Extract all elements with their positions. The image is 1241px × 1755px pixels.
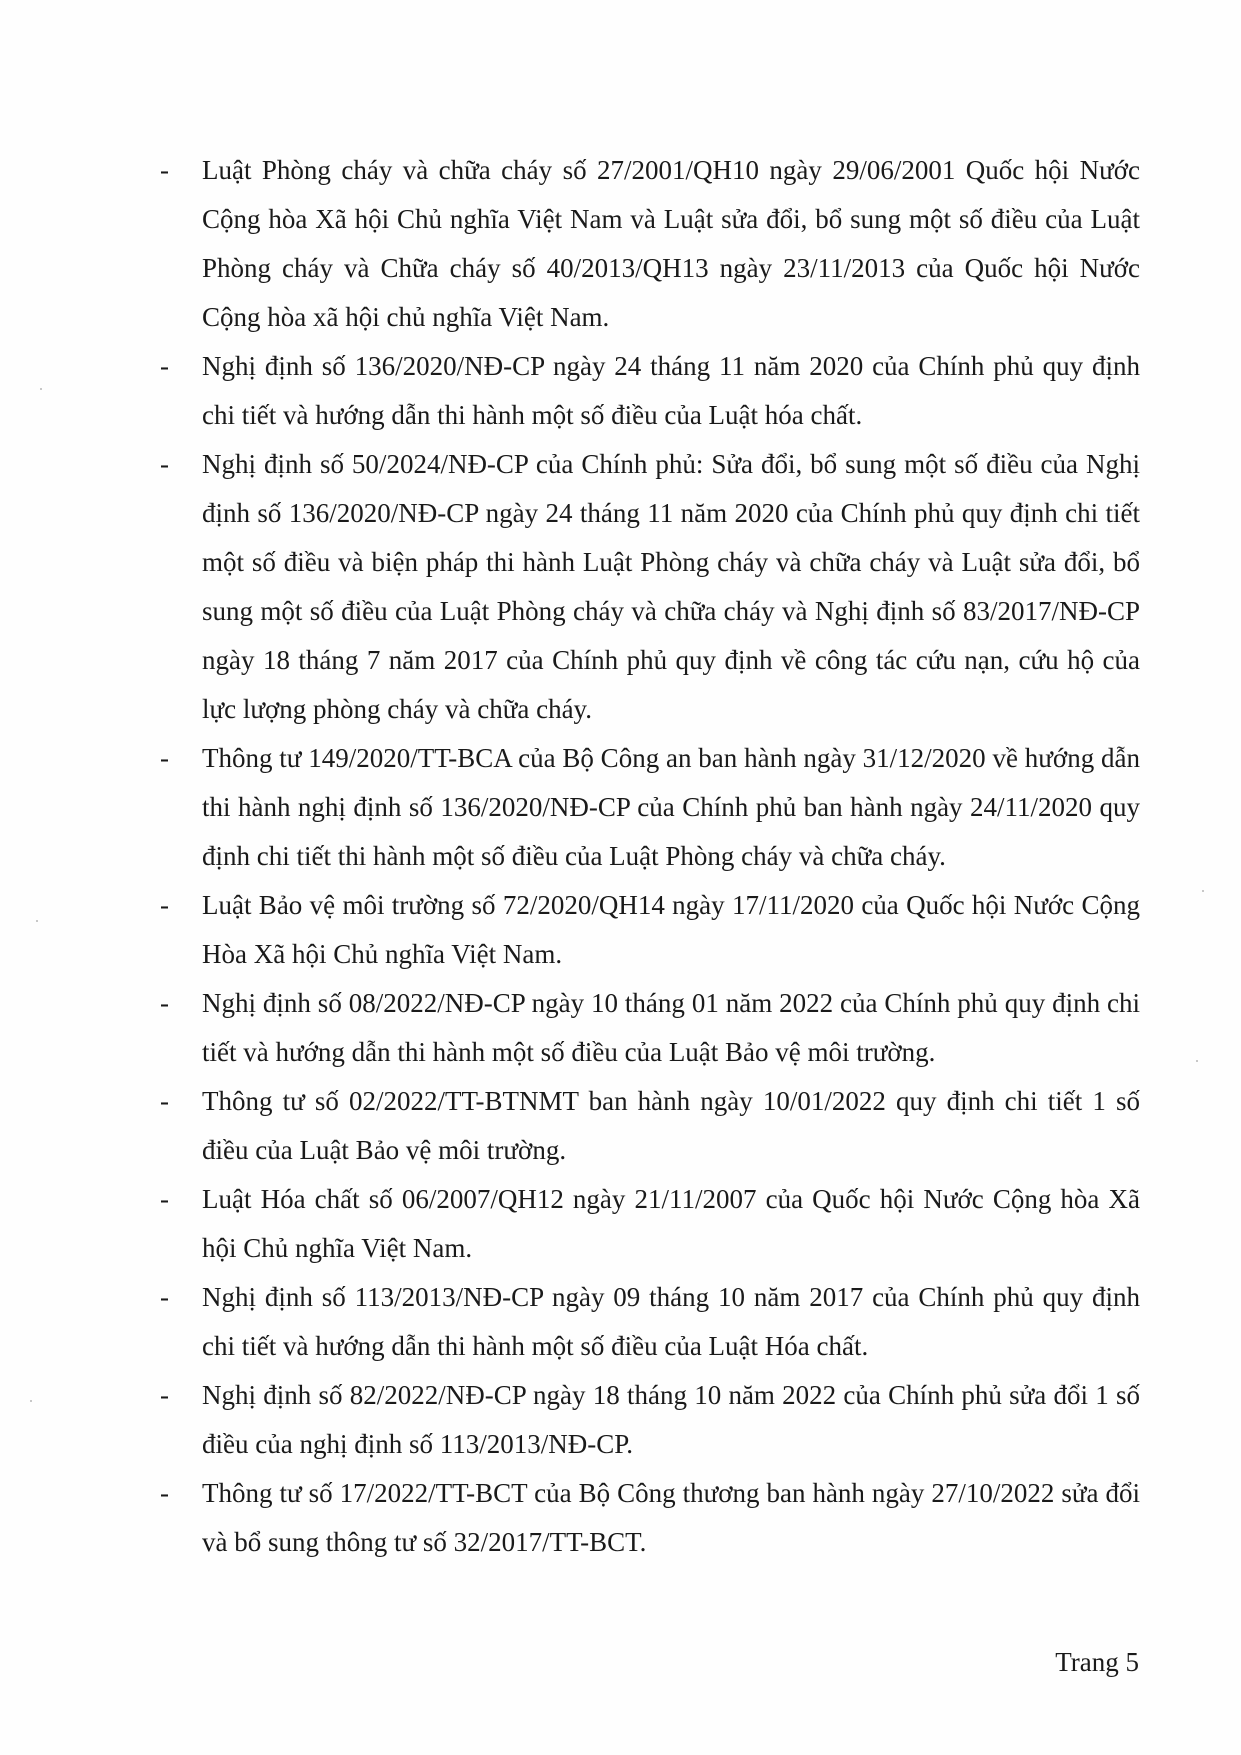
list-item — [160, 342, 1140, 440]
list-item-text: Thông tư 149/2020/TT-BCA của Bộ Công an ban hành ngày 31/12/2020 về hướng dẫn thi hành nghị định số 136/2020/NĐ-CP của Chính phủ ban hành ngày 24/11/2020 quy định chi tiết thi hành một số điều của Luật Phòng cháy và chữa cháy. — [202, 743, 1140, 871]
list-item — [160, 146, 1140, 342]
list-item — [160, 1273, 1140, 1371]
list-item-text: Thông tư số 02/2022/TT-BTNMT ban hành ngày 10/01/2022 quy định chi tiết 1 số điều của Luật Bảo vệ môi trường. — [202, 1086, 1140, 1165]
bullet-dash: - — [160, 1380, 169, 1410]
scan-speck — [36, 920, 38, 922]
scan-speck — [1196, 1060, 1198, 1062]
list-item — [160, 440, 1140, 734]
bullet-dash: - — [160, 1282, 169, 1312]
list-item — [160, 1175, 1140, 1273]
list-item-text: Luật Bảo vệ môi trường số 72/2020/QH14 ngày 17/11/2020 của Quốc hội Nước Cộng Hòa Xã hội Chủ nghĩa Việt Nam. — [202, 890, 1140, 969]
legal-reference-list — [160, 146, 1140, 1567]
scan-speck — [1202, 890, 1204, 892]
list-item — [160, 881, 1140, 979]
list-item-text: Nghị định số 113/2013/NĐ-CP ngày 09 tháng 10 năm 2017 của Chính phủ quy định chi tiết và hướng dẫn thi hành một số điều của Luật Hóa chất. — [202, 1282, 1140, 1361]
list-item — [160, 1469, 1140, 1567]
list-item — [160, 1077, 1140, 1175]
list-item-text: Luật Hóa chất số 06/2007/QH12 ngày 21/11/2007 của Quốc hội Nước Cộng hòa Xã hội Chủ nghĩa Việt Nam. — [202, 1184, 1140, 1263]
list-item-text: Nghị định số 136/2020/NĐ-CP ngày 24 tháng 11 năm 2020 của Chính phủ quy định chi tiết và hướng dẫn thi hành một số điều của Luật hóa chất. — [202, 351, 1140, 430]
bullet-dash: - — [160, 1478, 169, 1508]
list-item-text: Luật Phòng cháy và chữa cháy số 27/2001/QH10 ngày 29/06/2001 Quốc hội Nước Cộng hòa Xã hội Chủ nghĩa Việt Nam và Luật sửa đổi, bổ sung một số điều của Luật Phòng cháy và Chữa cháy số 40/2013/QH13 ngày 23/11/2013 của Quốc hội Nước Cộng hòa xã hội chủ nghĩa Việt Nam. — [202, 155, 1140, 332]
bullet-dash: - — [160, 351, 169, 381]
bullet-dash: - — [160, 988, 169, 1018]
list-item — [160, 1371, 1140, 1469]
bullet-dash: - — [160, 155, 169, 185]
list-item — [160, 734, 1140, 881]
bullet-dash: - — [160, 743, 169, 773]
bullet-dash: - — [160, 1086, 169, 1116]
list-item — [160, 979, 1140, 1077]
bullet-dash: - — [160, 890, 169, 920]
list-item-text: Nghị định số 08/2022/NĐ-CP ngày 10 tháng 01 năm 2022 của Chính phủ quy định chi tiết và hướng dẫn thi hành một số điều của Luật Bảo vệ môi trường. — [202, 988, 1140, 1067]
list-item-text: Nghị định số 82/2022/NĐ-CP ngày 18 tháng 10 năm 2022 của Chính phủ sửa đổi 1 số điều của nghị định số 113/2013/NĐ-CP. — [202, 1380, 1140, 1459]
list-item-text: Nghị định số 50/2024/NĐ-CP của Chính phủ: Sửa đổi, bổ sung một số điều của Nghị định số 136/2020/NĐ-CP ngày 24 tháng 11 năm 2020 của Chính phủ quy định chi tiết một số điều và biện pháp thi hành Luật Phòng cháy và chữa cháy và Luật sửa đổi, bổ sung một số điều của Luật Phòng cháy và chữa cháy và Nghị định số 83/2017/NĐ-CP ngày 18 tháng 7 năm 2017 của Chính phủ quy định về công tác cứu nạn, cứu hộ của lực lượng phòng cháy và chữa cháy. — [202, 449, 1140, 724]
scan-speck — [40, 388, 42, 390]
bullet-dash: - — [160, 1184, 169, 1214]
page-number: Trang 5 — [1055, 1647, 1139, 1677]
bullet-dash: - — [160, 449, 169, 479]
list-item-text: Thông tư số 17/2022/TT-BCT của Bộ Công thương ban hành ngày 27/10/2022 sửa đổi và bổ sung thông tư số 32/2017/TT-BCT. — [202, 1478, 1140, 1557]
scan-speck — [30, 1400, 32, 1402]
